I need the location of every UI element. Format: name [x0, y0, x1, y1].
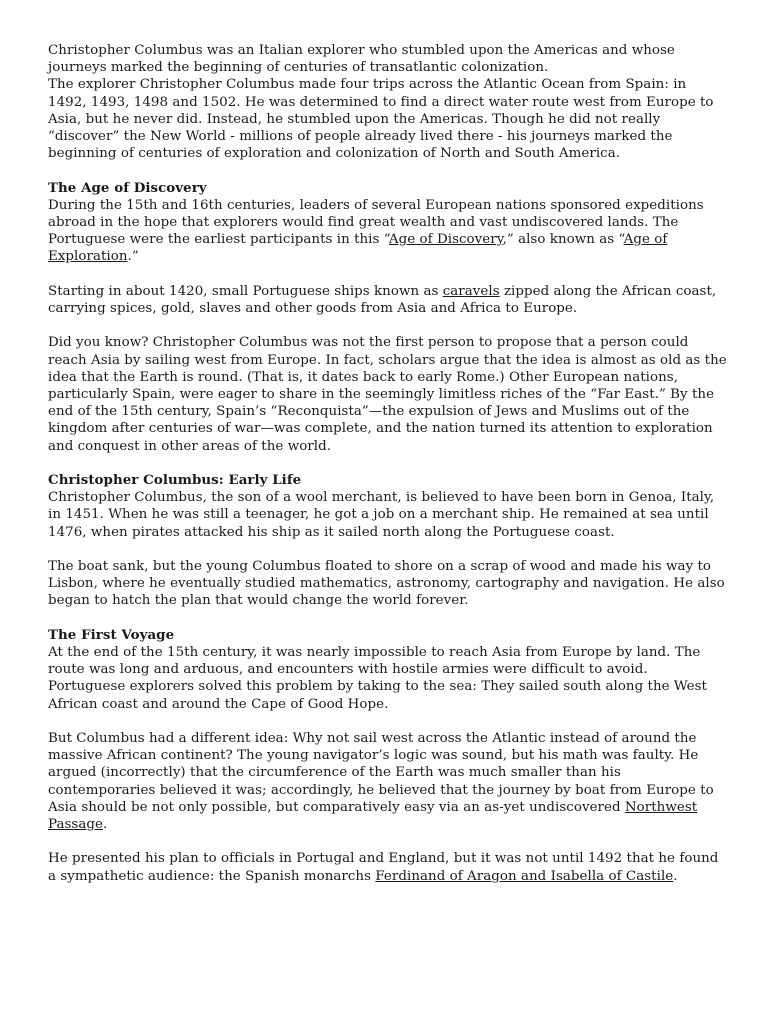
text-span: Starting in about 1420, small Portuguese ships known as	[48, 283, 443, 299]
text-span: But Columbus had a different idea: Why not sail west across the Atlantic instead of around the massive African continent? The young navigator’s logic was sound, but his math was faulty. He argued (incorrectly) that the circumference of the Earth was much smaller than his contemporaries believed it was; accordingly, he believed that the journey by boat from Europe to Asia should be not only possible, but comparatively easy via an as-yet undiscovered	[48, 731, 714, 815]
early-life-section	[48, 472, 728, 610]
ferdinand-isabella-link[interactable]: Ferdinand of Aragon and Isabella of Castile	[375, 868, 674, 884]
document-page	[48, 42, 728, 902]
age-of-discovery-section	[48, 180, 728, 455]
early-life-paragraph-1: Christopher Columbus, the son of a wool merchant, is believed to have been born in Genoa, Italy, in 1451. When he was still a teenager, he got a job on a merchant ship. He remained at sea until 1476, when pirates attacked his ship as it sailed north along the Portuguese coast.	[48, 490, 715, 540]
first-voyage-paragraph-3	[48, 850, 728, 884]
age-of-exploration-link[interactable]: Age of Exploration	[48, 232, 668, 265]
caravels-link[interactable]: caravels	[442, 283, 500, 299]
age-of-discovery-paragraph-2	[48, 283, 728, 317]
text-span: .”	[127, 249, 139, 265]
early-life-paragraph-2: The boat sank, but the young Columbus floated to shore on a scrap of wood and made his way to Lisbon, where he eventually studied mathematics, astronomy, cartography and navigation. He also began to hatch the plan that would change the world forever.	[48, 559, 725, 609]
section-heading-age-of-discovery: The Age of Discovery	[48, 179, 207, 196]
text-span: zipped along the African coast, carrying spices, gold, slaves and other goods from Asia and Africa to Europe.	[48, 283, 717, 317]
text-span: During the 15th and 16th centuries, leaders of several European nations sponsored expeditions abroad in the hope that explorers would find great wealth and vast undiscovered lands. The Portuguese were the earliest participants in this “	[48, 197, 704, 248]
did-you-know-paragraph: Did you know? Christopher Columbus was not the first person to propose that a person could reach Asia by sailing west from Europe. In fact, scholars argue that the idea is almost as old as the idea that the Earth is round. (That is, it dates back to early Rome.) Other European nations, particularly Spain, were eager to share in the seemingly limitless riches of the “Far East.” By the end of the 15th century, Spain’s “Reconquista”—the expulsion of Jews and Muslims out of the kingdom after centuries of war—was complete, and the nation turned its attention to exploration and conquest in other areas of the world.	[48, 335, 727, 454]
intro-paragraph-1: Christopher Columbus was an Italian explorer who stumbled upon the Americas and whose journeys marked the beginning of centuries of transatlantic colonization.	[48, 43, 675, 76]
text-span: ,” also known as “	[502, 232, 624, 248]
section-heading-first-voyage: The First Voyage	[48, 626, 175, 643]
text-span: .	[102, 817, 108, 833]
section-heading-early-life: Christopher Columbus: Early Life	[48, 472, 302, 489]
age-of-discovery-paragraph-1	[48, 197, 728, 266]
text-span: He presented his plan to officials in Portugal and England, but it was not until 1492 that he found a sympathetic audience: the Spanish monarchs	[48, 851, 719, 884]
first-voyage-paragraph-1: At the end of the 15th century, it was nearly impossible to reach Asia from Europe by land. The route was long and arduous, and encounters with hostile armies were difficult to avoid. Portuguese explorers solved this problem by taking to the sea: They sailed south along the West African coast and around the Cape of Good Hope.	[48, 645, 707, 712]
first-voyage-section	[48, 627, 728, 885]
age-of-discovery-link[interactable]: Age of Discovery	[388, 232, 503, 248]
intro-section	[48, 42, 728, 162]
text-span: .	[673, 868, 678, 884]
first-voyage-paragraph-2	[48, 730, 728, 833]
intro-paragraph-2: The explorer Christopher Columbus made four trips across the Atlantic Ocean from Spain: in 1492, 1493, 1498 and 1502. He was determined to find a direct water route west from Europe to Asia, but he never did. Instead, he stumbled upon the Americas. Though he did not really “discover” the New World - millions of people already lived there - his journeys marked the beginning of centuries of exploration and colonization of North and South America.	[48, 77, 714, 162]
northwest-passage-link[interactable]: Northwest Passage	[48, 799, 698, 833]
